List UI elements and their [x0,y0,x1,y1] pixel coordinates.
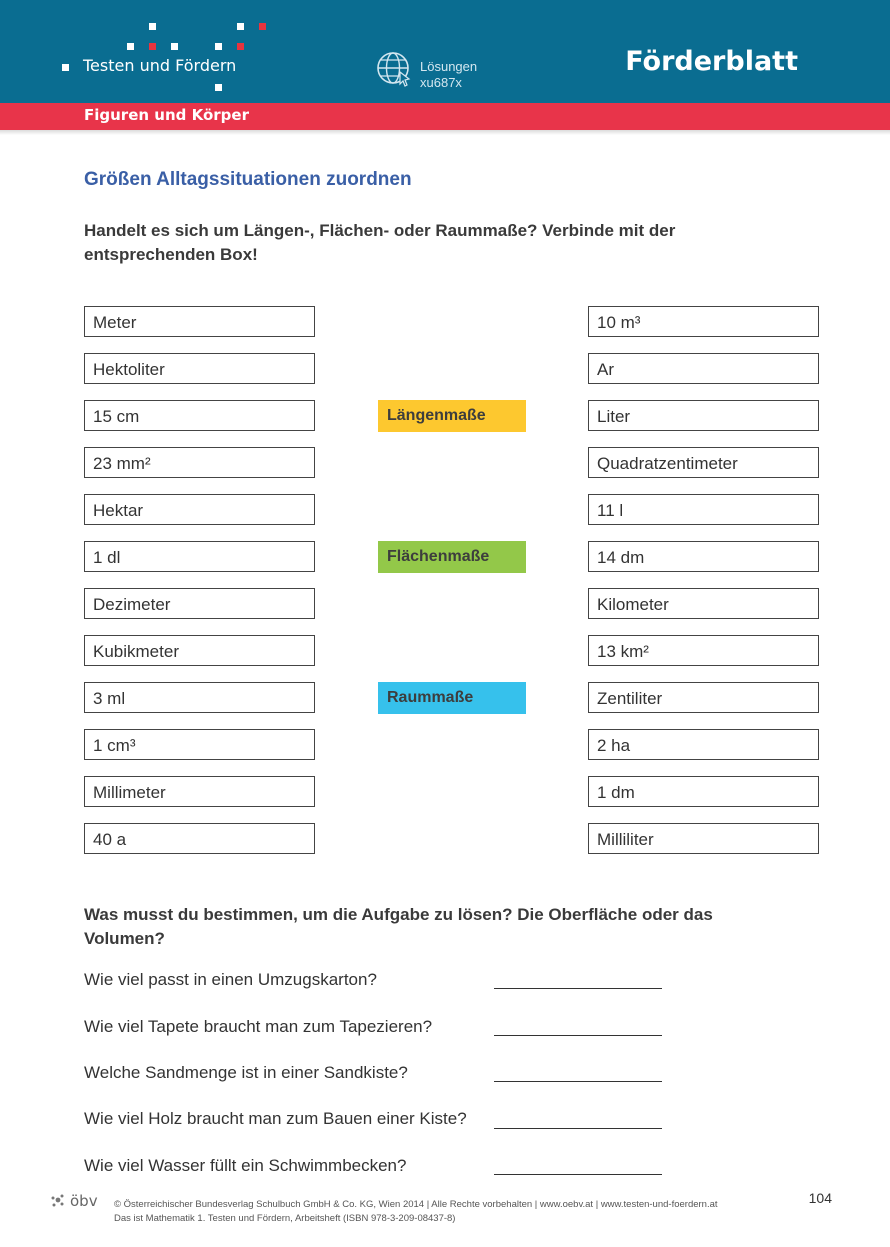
left-item[interactable]: 15 cm [84,400,315,431]
right-item[interactable]: Milliliter [588,823,819,854]
answer-line[interactable] [494,1035,662,1036]
right-item[interactable]: Quadratzentimeter [588,447,819,478]
header-bar [0,0,890,103]
right-item[interactable]: Kilometer [588,588,819,619]
right-item[interactable]: 11 l [588,494,819,525]
topic-bar [0,103,890,130]
brand-name: Testen und Fördern [83,56,237,75]
right-item[interactable]: 2 ha [588,729,819,760]
right-item[interactable]: 10 m³ [588,306,819,337]
question-text: Welche Sandmenge ist in einer Sandkiste? [84,1063,408,1082]
left-item[interactable]: Kubikmeter [84,635,315,666]
left-item[interactable]: Hektoliter [84,353,315,384]
category-area-box[interactable]: Flächenmaße [378,541,526,573]
left-item[interactable]: 1 dl [84,541,315,572]
left-item[interactable]: Meter [84,306,315,337]
left-item[interactable]: Millimeter [84,776,315,807]
left-item[interactable]: Dezimeter [84,588,315,619]
right-item[interactable]: Zentiliter [588,682,819,713]
left-item[interactable]: 40 a [84,823,315,854]
answer-line[interactable] [494,1174,662,1175]
divider-shadow [0,130,890,135]
solutions-code: xu687x [420,75,462,90]
copyright-line: © Österreichischer Bundesverlag Schulbuch GmbH & Co. KG, Wien 2014 | Alle Rechte vorbehalten | www.oebv.at | www.testen-und-foerdern.at [114,1199,718,1210]
question-text: Wie viel Wasser füllt ein Schwimmbecken? [84,1156,407,1175]
solutions-link[interactable] [420,59,477,91]
topic-label: Figuren und Körper [84,106,249,124]
category-length-box[interactable]: Längenmaße [378,400,526,432]
publisher-logo-icon [50,1192,110,1210]
right-item[interactable]: 14 dm [588,541,819,572]
page-number: 104 [808,1190,832,1206]
answer-line[interactable] [494,1128,662,1129]
category-volume-box[interactable]: Raummaße [378,682,526,714]
solutions-label: Lösungen [420,59,478,74]
exercise1-instruction: Handelt es sich um Längen-, Flächen- oder Raummaße? Verbinde mit der entsprechenden Box! [84,221,676,264]
sheet-type-title: Förderblatt [625,46,798,77]
publisher-logo [50,1192,110,1210]
book-reference: Das ist Mathematik 1. Testen und Fördern, Arbeitsheft (ISBN 978-3-209-08437-8) [114,1213,456,1224]
question-text: Wie viel Holz braucht man zum Bauen einer Kiste? [84,1109,467,1128]
publisher-logo-text: öbv [70,1192,98,1210]
answer-line[interactable] [494,1081,662,1082]
globe-link-icon[interactable] [376,51,412,87]
exercise-title: Größen Alltagssituationen zuordnen [84,169,412,190]
right-item[interactable]: Liter [588,400,819,431]
answer-line[interactable] [494,988,662,989]
right-item[interactable]: 13 km² [588,635,819,666]
left-item[interactable]: 23 mm² [84,447,315,478]
left-item[interactable]: Hektar [84,494,315,525]
question-text: Wie viel Tapete braucht man zum Tapezieren? [84,1017,433,1036]
exercise2-instruction: Was musst du bestimmen, um die Aufgabe zu lösen? Die Oberfläche oder das Volumen? [84,905,713,948]
question-text: Wie viel passt in einen Umzugskarton? [84,970,377,989]
left-item[interactable]: 3 ml [84,682,315,713]
left-item[interactable]: 1 cm³ [84,729,315,760]
right-item[interactable]: Ar [588,353,819,384]
right-item[interactable]: 1 dm [588,776,819,807]
